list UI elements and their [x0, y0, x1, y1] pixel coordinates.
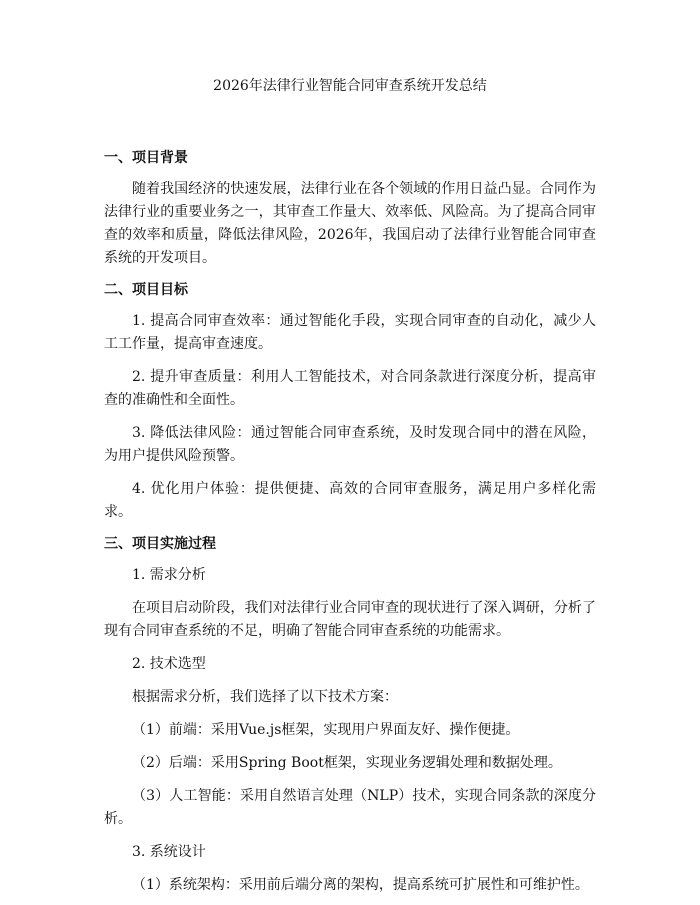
list-item: （1）前端：采用Vue.js框架，实现用户界面友好、操作便捷。: [132, 722, 520, 738]
list-item: （2）后端：采用Spring Boot框架，实现业务逻辑处理和数据处理。: [132, 755, 562, 771]
subheading: 1. 需求分析: [132, 567, 206, 583]
section-heading: 二、项目目标: [104, 282, 188, 298]
paragraph: 在项目启动阶段，我们对法律行业合同审查的现状进行了深入调研，分析了现有合同审查系统的不足，明确了智能合同审查系统的功能需求。: [104, 600, 596, 639]
section-goals: [104, 280, 596, 524]
goal-item: 4. 优化用户体验：提供便捷、高效的合同审查服务，满足用户多样化需求。: [104, 481, 596, 520]
goal-item: 2. 提升审查质量：利用人工智能技术，对合同条款进行深度分析，提高审查的准确性和全面性。: [104, 369, 596, 408]
document-title: 2026年法律行业智能合同审查系统开发总结: [213, 78, 487, 94]
goal-item: 3. 降低法律风险：通过智能合同审查系统，及时发现合同中的潜在风险，为用户提供风险预警。: [104, 425, 596, 464]
section-implementation: [104, 534, 596, 897]
section-heading: 三、项目实施过程: [104, 536, 216, 552]
section-heading: 一、项目背景: [104, 150, 188, 166]
paragraph: 随着我国经济的快速发展，法律行业在各个领域的作用日益凸显。合同作为法律行业的重要业务之一，其审查工作量大、效率低、风险高。为了提高合同审查的效率和质量，降低法律风险，2026年，我国启动了法律行业智能合同审查系统的开发项目。: [104, 181, 596, 266]
list-item: （3）人工智能：采用自然语言处理（NLP）技术，实现合同条款的深度分析。: [104, 788, 596, 827]
subheading: 2. 技术选型: [132, 656, 206, 672]
goal-item: 1. 提高合同审查效率：通过智能化手段，实现合同审查的自动化，减少人工工作量，提高审查速度。: [104, 313, 596, 352]
paragraph: 根据需求分析，我们选择了以下技术方案：: [132, 689, 398, 705]
list-item: （1）系统架构：采用前后端分离的架构，提高系统可扩展性和可维护性。: [132, 877, 589, 893]
section-background: [104, 148, 596, 270]
subheading: 3. 系统设计: [132, 844, 206, 860]
